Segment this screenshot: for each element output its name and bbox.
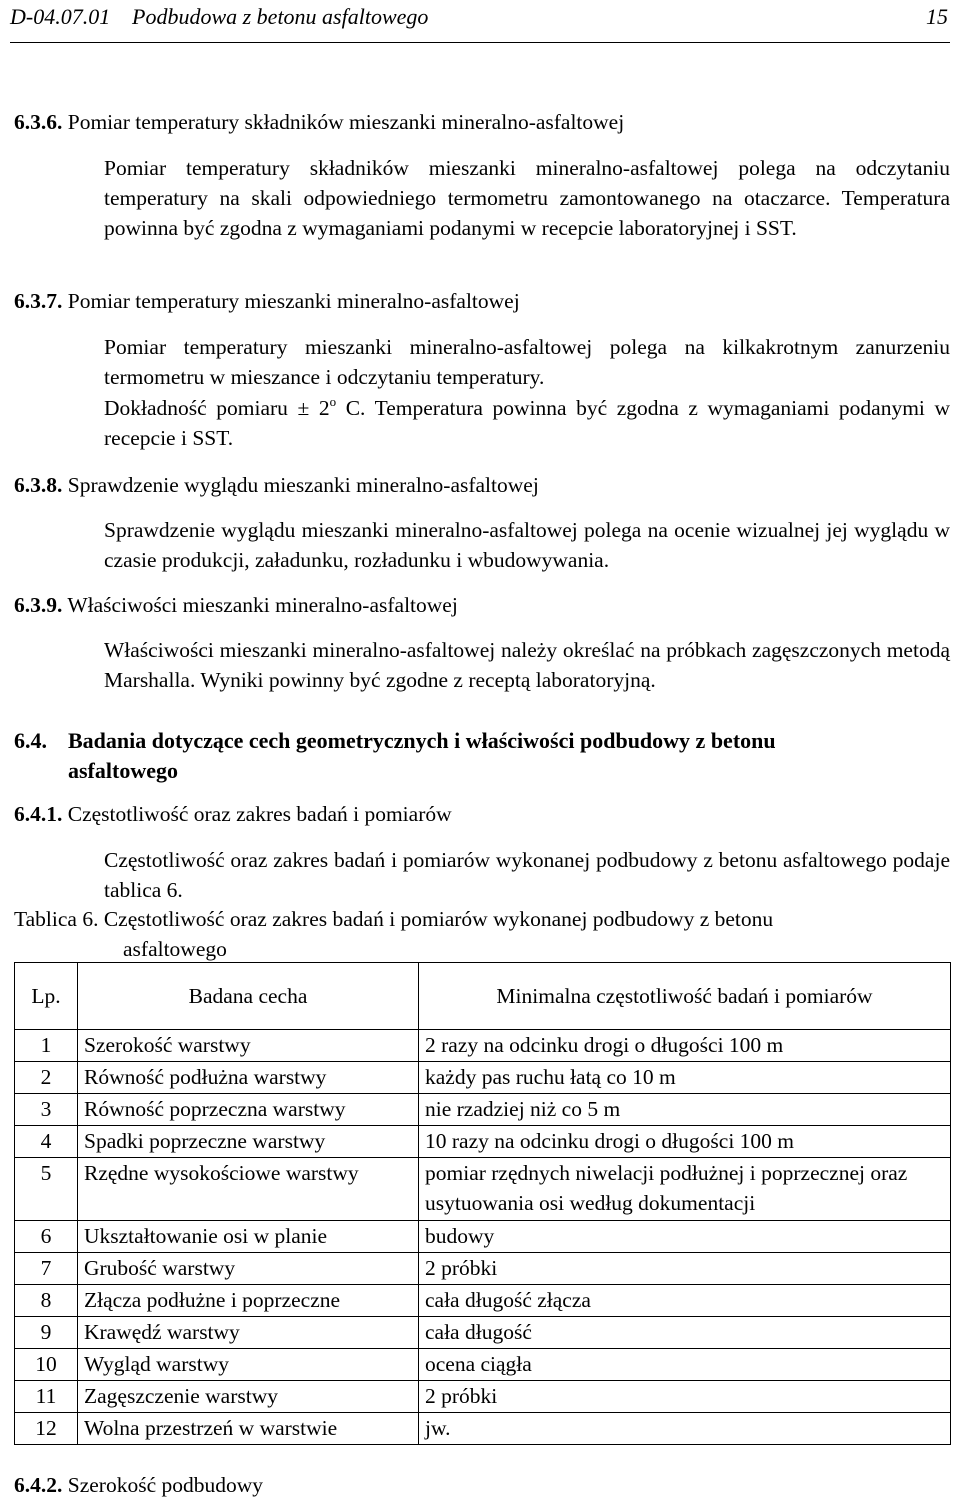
paragraph-6-3-8: Sprawdzenie wyglądu mieszanki mineralno-asfaltowej polega na ocenie wizualnej jej wyglądu w czasie produkcji, załadunku, rozładunku i wbudowywania. bbox=[104, 518, 950, 572]
row-frequency: nie rzadziej niż co 5 m bbox=[419, 1094, 951, 1126]
section-heading-6-4 bbox=[14, 726, 950, 786]
row-feature: Złącza podłużne i poprzeczne bbox=[78, 1285, 419, 1317]
row-number: 12 bbox=[15, 1413, 78, 1445]
section-number: 6.4.1. bbox=[14, 802, 63, 826]
section-number: 6.3.6. bbox=[14, 110, 63, 134]
accuracy-text-rest: C. Temperatura powinna być zgodna z wymaganiami podanymi w recepcie i SST. bbox=[104, 396, 950, 450]
section-heading-6-3-8 bbox=[14, 470, 950, 500]
row-number: 7 bbox=[15, 1253, 78, 1285]
row-feature: Grubość warstwy bbox=[78, 1253, 419, 1285]
page-header bbox=[10, 0, 950, 43]
table-row bbox=[15, 1317, 951, 1349]
table-row bbox=[15, 1413, 951, 1445]
row-feature: Wygląd warstwy bbox=[78, 1349, 419, 1381]
accuracy-text: Dokładność pomiaru ± 2 bbox=[104, 396, 330, 420]
header-feature: Badana cecha bbox=[78, 963, 419, 1030]
section-title: Właściwości mieszanki mineralno-asfaltowej bbox=[67, 593, 458, 617]
table-caption-line1: Tablica 6. Częstotliwość oraz zakres badań i pomiarów wykonanej podbudowy z betonu bbox=[14, 907, 774, 931]
table-header-row bbox=[15, 963, 951, 1030]
row-frequency: ocena ciągła bbox=[419, 1349, 951, 1381]
paragraph-6-3-7-b bbox=[14, 393, 950, 453]
section-heading-6-3-7 bbox=[14, 286, 950, 316]
table-row bbox=[15, 1094, 951, 1126]
page-number: 15 bbox=[926, 4, 948, 29]
document-code: D-04.07.01 bbox=[10, 4, 111, 29]
header-lp: Lp. bbox=[15, 963, 78, 1030]
row-frequency: cała długość bbox=[419, 1317, 951, 1349]
frequency-table bbox=[14, 962, 951, 1445]
section-title: Częstotliwość oraz zakres badań i pomiarów bbox=[67, 802, 452, 826]
row-number: 1 bbox=[15, 1030, 78, 1062]
section-heading-6-3-6 bbox=[14, 107, 950, 137]
row-feature: Szerokość warstwy bbox=[78, 1030, 419, 1062]
row-feature: Zagęszczenie warstwy bbox=[78, 1381, 419, 1413]
section-number: 6.3.8. bbox=[14, 473, 63, 497]
section-title: Pomiar temperatury składników mieszanki mineralno-asfaltowej bbox=[67, 110, 625, 134]
row-feature: Równość poprzeczna warstwy bbox=[78, 1094, 419, 1126]
row-frequency: budowy bbox=[419, 1221, 951, 1253]
paragraph-6-3-9: Właściwości mieszanki mineralno-asfaltowej należy określać na próbkach zagęszczonych metodą Marshalla. Wyniki powinny być zgodne z receptą laboratoryjną. bbox=[104, 638, 950, 692]
row-feature: Spadki poprzeczne warstwy bbox=[78, 1126, 419, 1158]
table-row bbox=[15, 1285, 951, 1317]
header-frequency: Minimalna częstotliwość badań i pomiarów bbox=[419, 963, 951, 1030]
row-feature: Równość podłużna warstwy bbox=[78, 1062, 419, 1094]
section-heading-6-4-2 bbox=[14, 1470, 950, 1500]
row-frequency: pomiar rzędnych niwelacji podłużnej i poprzecznej oraz usytuowania osi według dokumentacji bbox=[419, 1158, 951, 1221]
row-number: 6 bbox=[15, 1221, 78, 1253]
row-feature: Krawędź warstwy bbox=[78, 1317, 419, 1349]
row-number: 3 bbox=[15, 1094, 78, 1126]
row-frequency: każdy pas ruchu łatą co 10 m bbox=[419, 1062, 951, 1094]
row-frequency: cała długość złącza bbox=[419, 1285, 951, 1317]
row-feature: Rzędne wysokościowe warstwy bbox=[78, 1158, 419, 1221]
row-number: 9 bbox=[15, 1317, 78, 1349]
document-title: Podbudowa z betonu asfaltowego bbox=[132, 4, 429, 29]
section-title: Pomiar temperatury mieszanki mineralno-asfaltowej bbox=[67, 289, 520, 313]
row-number: 4 bbox=[15, 1126, 78, 1158]
degree-symbol: o bbox=[329, 394, 337, 409]
paragraph-6-3-7-a: Pomiar temperatury mieszanki mineralno-asfaltowej polega na kilkakrotnym zanurzeniu termometru w mieszance i odczytaniu temperatury. bbox=[104, 335, 950, 389]
row-number: 8 bbox=[15, 1285, 78, 1317]
paragraph-6-3-6: Pomiar temperatury składników mieszanki mineralno-asfaltowej polega na odczytaniu temperatury na skali odpowiedniego termometru zamontowanego na otaczarce. Temperatura powinna być zgodna z wymaganiami podanymi w recepcie laboratoryjnej i SST. bbox=[104, 156, 950, 240]
row-frequency: 10 razy na odcinku drogi o długości 100 m bbox=[419, 1126, 951, 1158]
row-number: 5 bbox=[15, 1158, 78, 1221]
section-title-continuation: asfaltowego bbox=[68, 758, 178, 783]
table-row bbox=[15, 1381, 951, 1413]
section-number: 6.3.7. bbox=[14, 289, 63, 313]
row-frequency: jw. bbox=[419, 1413, 951, 1445]
table-row bbox=[15, 1030, 951, 1062]
row-number: 2 bbox=[15, 1062, 78, 1094]
section-title: Badania dotyczące cech geometrycznych i właściwości podbudowy z betonu bbox=[68, 728, 776, 753]
section-number: 6.4.2. bbox=[14, 1473, 63, 1497]
table-caption-line2: asfaltowego bbox=[123, 937, 227, 961]
row-number: 10 bbox=[15, 1349, 78, 1381]
section-number: 6.4. bbox=[14, 728, 47, 753]
section-number: 6.3.9. bbox=[14, 593, 63, 617]
row-frequency: 2 razy na odcinku drogi o długości 100 m bbox=[419, 1030, 951, 1062]
section-title: Sprawdzenie wyglądu mieszanki mineralno-asfaltowej bbox=[67, 473, 539, 497]
paragraph-6-4-1: Częstotliwość oraz zakres badań i pomiarów wykonanej podbudowy z betonu asfaltowego podaje tablica 6. bbox=[104, 848, 950, 902]
row-feature: Ukształtowanie osi w planie bbox=[78, 1221, 419, 1253]
row-frequency: 2 próbki bbox=[419, 1253, 951, 1285]
table-row bbox=[15, 1221, 951, 1253]
table-row bbox=[15, 1126, 951, 1158]
section-heading-6-4-1 bbox=[14, 799, 950, 829]
table-row bbox=[15, 1349, 951, 1381]
table-caption bbox=[14, 904, 950, 964]
row-frequency: 2 próbki bbox=[419, 1381, 951, 1413]
indent-spacer bbox=[14, 153, 104, 154]
row-number: 11 bbox=[15, 1381, 78, 1413]
row-feature: Wolna przestrzeń w warstwie bbox=[78, 1413, 419, 1445]
table-row bbox=[15, 1158, 951, 1221]
table-row bbox=[15, 1062, 951, 1094]
section-title: Szerokość podbudowy bbox=[67, 1473, 264, 1497]
section-heading-6-3-9 bbox=[14, 590, 950, 620]
table-row bbox=[15, 1253, 951, 1285]
